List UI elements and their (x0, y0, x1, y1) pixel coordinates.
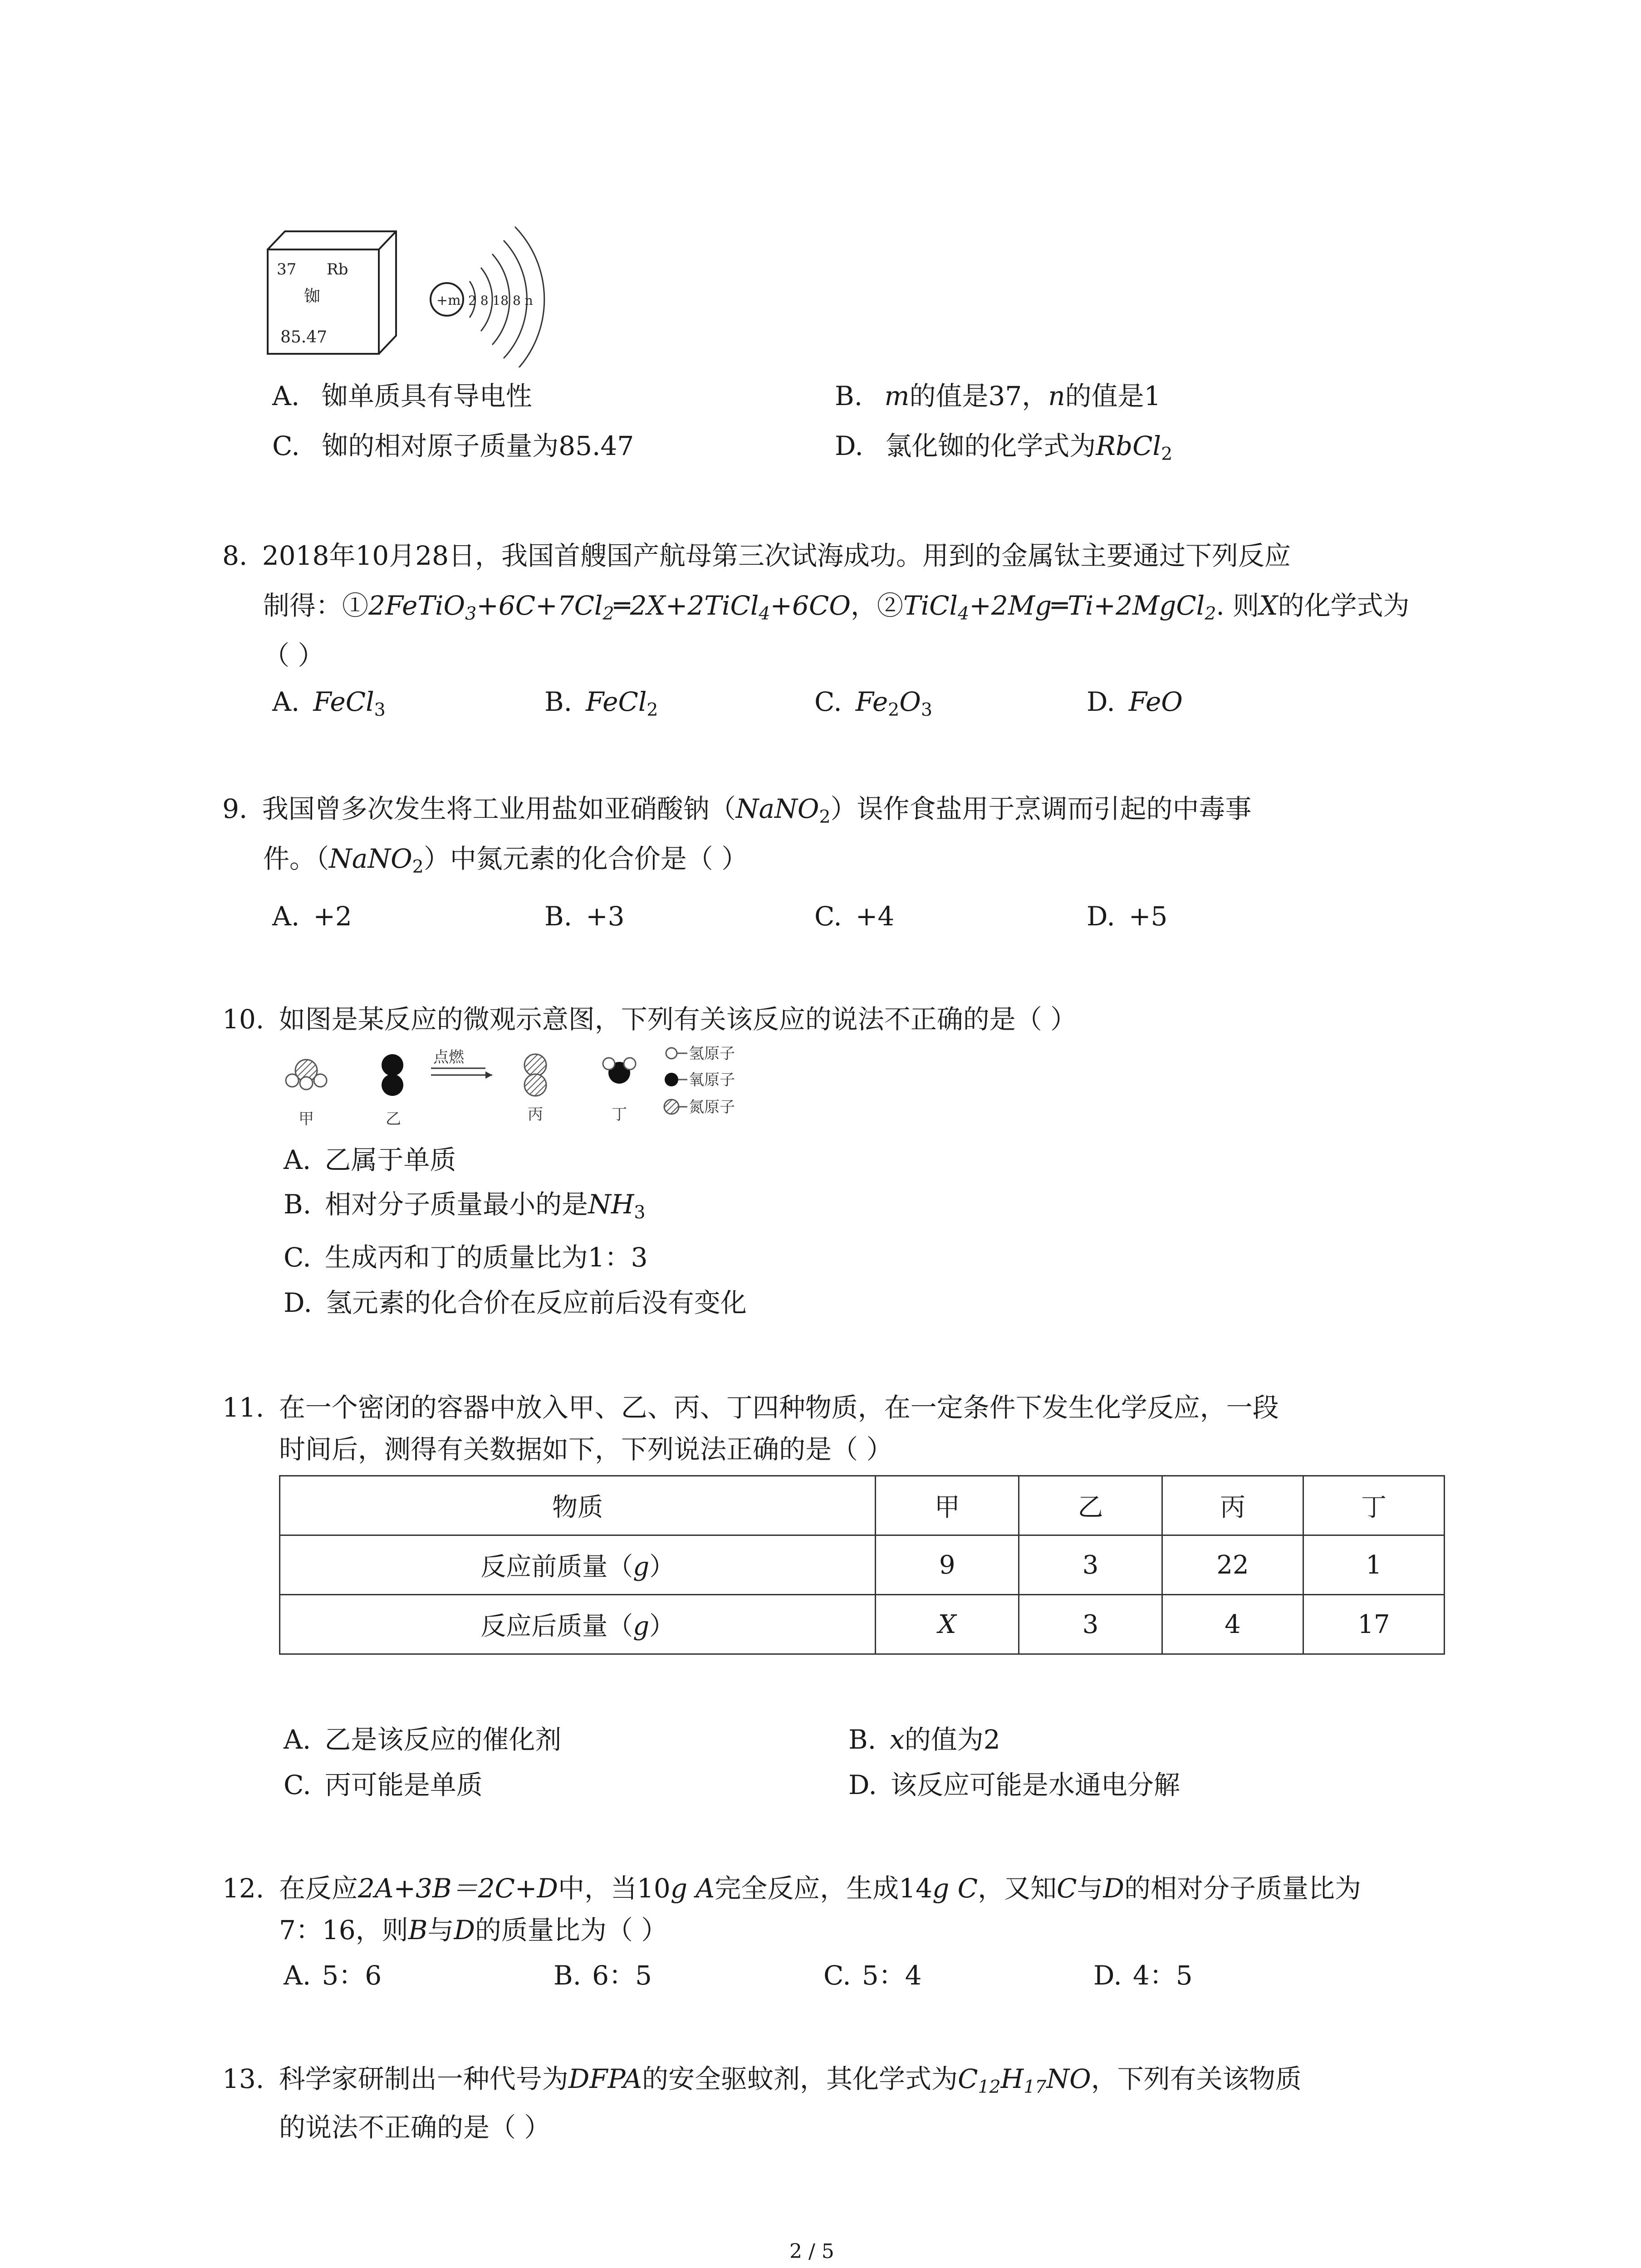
q13-stem-line1: 13. 科学家研制出一种代号为DFPA的安全驱蚊剂，其化学式为$C_{12}H_{17}NO$，下列有关该物质 (222, 2063, 1302, 2098)
q11-option-d[interactable]: D. 该反应可能是水通电分解 (848, 1769, 1180, 1800)
q9-stem-line1: 9. 我国曾多次发生将工业用盐如亚硝酸钠（NaNO$_2$）误作食盐用于烹调而引起的中毒事 (222, 793, 1252, 828)
cell: 9 (876, 1535, 1019, 1595)
question-number: 12. (222, 1873, 265, 1904)
option-label: B. (835, 381, 863, 411)
q12-stem-line2: 7：16，则B与D的质量比为（ ） (279, 1915, 668, 1945)
q11-stem-line2: 时间后，测得有关数据如下，下列说法正确的是（ ） (279, 1434, 893, 1465)
cell: 22 (1162, 1535, 1303, 1595)
cell-symbol: Rb (327, 260, 348, 279)
option-text: 铷的相对原子质量为85.47 (322, 430, 634, 461)
header-cell: 甲 (876, 1476, 1019, 1535)
question-number: 13. (222, 2063, 265, 2094)
atom-structure-diagram (431, 227, 544, 367)
header-cell: 物质 (280, 1476, 876, 1535)
nucleus-charge: +m (436, 293, 461, 308)
formula: $C_{12}H_{17}NO$ (958, 2063, 1091, 2098)
option-text: 的值是37， (909, 381, 1048, 411)
cell-atomic-mass: 85.47 (280, 328, 328, 347)
atom-legend (664, 1045, 735, 1116)
molecule-yi (382, 1054, 403, 1096)
header-cell: 丁 (1303, 1476, 1444, 1535)
reaction-micro-diagram (272, 1043, 780, 1139)
row-label: 反应后质量（g） (280, 1595, 876, 1654)
arrow-icon (485, 1071, 492, 1079)
q10-stem: 10. 如图是某反应的微观示意图，下列有关该反应的说法不正确的是（ ） (222, 1004, 1077, 1035)
option-label: D. (835, 430, 863, 461)
option-text: 铷单质具有导电性 (321, 381, 532, 411)
label-yi: 乙 (386, 1110, 401, 1128)
var-n: n (1048, 381, 1065, 411)
q8-option-a[interactable]: A. FeCl$_3$ (272, 686, 386, 721)
q9-option-c[interactable]: C. +4 (814, 901, 895, 932)
molecule-ding (603, 1058, 636, 1084)
q7-option-a[interactable] (272, 380, 532, 412)
q8-option-b[interactable]: B. FeCl$_2$ (544, 686, 658, 721)
label-jia: 甲 (299, 1110, 314, 1128)
label-ding: 丁 (612, 1105, 627, 1124)
option-label: A. (272, 381, 300, 411)
molecule-jia (286, 1060, 327, 1090)
stem-text: 2018年10月28日，我国首艘国产航母第三次试海成功。用到的金属钛主要通过下列反应 (262, 540, 1291, 571)
question-number: 8. (222, 540, 248, 571)
legend-hydrogen: 氢原子 (689, 1045, 735, 1063)
q9-option-b[interactable]: B. +3 (544, 901, 625, 932)
q7-option-c[interactable] (272, 430, 634, 462)
q7-option-b[interactable] (835, 380, 1161, 412)
q9-option-d[interactable]: D. +5 (1087, 901, 1168, 932)
q12-option-b[interactable]: B. 6：5 (554, 1960, 652, 1991)
option-text: 氯化铷的化学式为 (885, 430, 1096, 461)
reaction-condition: 点燃 (433, 1048, 464, 1066)
rubidium-figure (263, 218, 590, 367)
q8-option-c[interactable]: C. $Fe_2O_3$ (814, 686, 932, 721)
q11-option-b[interactable]: B. x的值为2 (848, 1724, 1000, 1755)
q8-stem-line1 (222, 540, 1291, 572)
electron-shell-counts: 2 8 18 8 n (468, 293, 533, 308)
q12-option-d[interactable]: D. 4：5 (1093, 1960, 1193, 1991)
molecule-bing (524, 1054, 546, 1096)
q10-option-d[interactable]: D. 氢元素的化合价在反应前后没有变化 (284, 1287, 747, 1318)
row-label: 反应前质量（g） (280, 1535, 876, 1595)
q10-option-b[interactable]: B. 相对分子质量最小的是$NH_3$ (284, 1189, 646, 1223)
cell: X (876, 1595, 1019, 1654)
formula: RbCl (1096, 430, 1161, 461)
legend-nitrogen: 氮原子 (689, 1098, 735, 1116)
question-number: 10. (222, 1004, 265, 1035)
q11-stem-line1: 11. 在一个密闭的容器中放入甲、乙、丙、丁四种物质，在一定条件下发生化学反应，一段 (222, 1392, 1279, 1423)
table-header-row (280, 1476, 1445, 1535)
label-bing: 丙 (528, 1105, 543, 1124)
cell: 17 (1303, 1595, 1444, 1654)
cell-element-name: 铷 (304, 287, 321, 306)
cell: 3 (1019, 1535, 1162, 1595)
equation-1: $2FeTiO_3+6C+7Cl_2═2X+2TiCl_4+6CO$ (368, 590, 851, 625)
option-label: C. (272, 430, 300, 461)
q9-option-a[interactable]: A. +2 (272, 901, 352, 932)
q11-option-c[interactable]: C. 丙可能是单质 (284, 1769, 483, 1800)
q11-option-a[interactable]: A. 乙是该反应的催化剂 (284, 1724, 562, 1755)
option-text-tail: 的值是1 (1065, 381, 1161, 411)
mass-data-table (279, 1475, 1445, 1655)
q13-stem-line2: 的说法不正确的是（ ） (279, 2112, 551, 2143)
var-m: m (884, 381, 910, 411)
header-cell: 丙 (1162, 1476, 1303, 1535)
page-number: 2 / 5 (789, 2240, 834, 2263)
q7-option-d[interactable]: D. 氯化铷的化学式为RbCl$_2$ (835, 430, 1173, 465)
table-row (280, 1535, 1445, 1595)
q10-option-a[interactable]: A. 乙属于单质 (284, 1144, 456, 1175)
q12-stem-line1: 12. 在反应2A+3B＝2C+D中，当10g A完全反应，生成14g C，又知C与D的相对分子质量比为 (222, 1873, 1362, 1904)
answer-blank: （ ） (263, 640, 324, 671)
q12-option-a[interactable]: A. 5：6 (284, 1960, 382, 1991)
header-cell: 乙 (1019, 1476, 1162, 1535)
q8-stem-line2: 制得：$①2FeTiO_3+6C+7Cl_2═2X+2TiCl_4+6CO$，②TiCl$_4$+2Mg═Ti+2MgCl$_2$. 则X的化学式为 (263, 590, 1410, 625)
cell: 3 (1019, 1595, 1162, 1654)
q9-stem-line2: 件。（NaNO$_2$）中氮元素的化合价是（ ） (263, 843, 748, 878)
table-row (280, 1595, 1445, 1654)
cell-atomic-number: 37 (277, 260, 297, 279)
question-number: 9. (222, 793, 248, 824)
legend-oxygen: 氧原子 (689, 1071, 735, 1089)
cell: 4 (1162, 1595, 1303, 1654)
question-number: 11. (222, 1392, 265, 1423)
equation-2: TiCl$_4$+2Mg═Ti+2MgCl$_2$ (903, 590, 1216, 625)
q10-option-c[interactable]: C. 生成丙和丁的质量比为1：3 (284, 1242, 648, 1273)
q8-option-d[interactable]: D. FeO (1087, 686, 1183, 717)
q12-option-c[interactable]: C. 5：4 (823, 1960, 922, 1991)
cell: 1 (1303, 1535, 1444, 1595)
